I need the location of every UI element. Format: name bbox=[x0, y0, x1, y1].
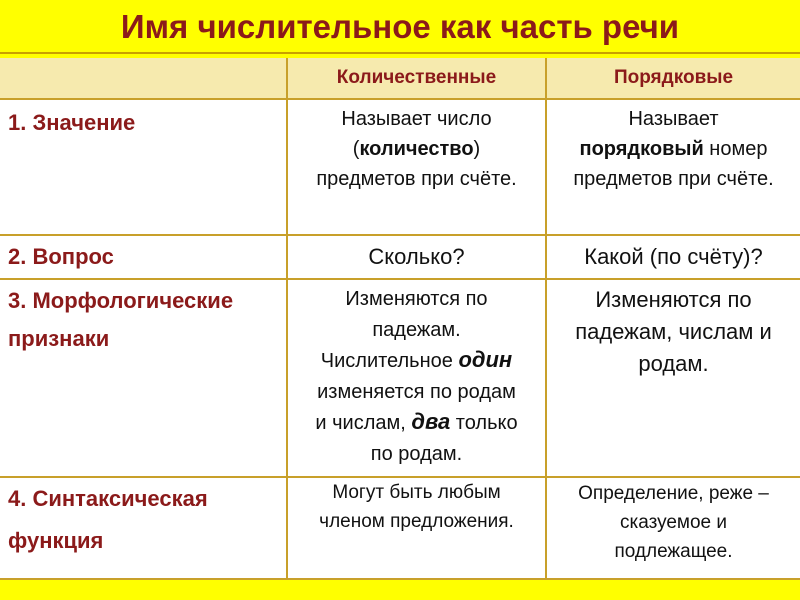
header-ordinal bbox=[547, 58, 800, 98]
bottom-strip bbox=[0, 580, 800, 600]
label-line: признаки bbox=[8, 326, 110, 351]
row-meaning-quantitative bbox=[288, 100, 545, 234]
row-syntax-ordinal bbox=[547, 478, 800, 578]
header-quantitative-label: Количественные bbox=[336, 67, 497, 88]
emphasis-word: один bbox=[458, 347, 513, 372]
row-morphology-ordinal bbox=[547, 280, 800, 476]
row-morphology-label bbox=[0, 280, 286, 476]
row-meaning-label bbox=[0, 100, 286, 234]
text-line: и числам, два только bbox=[315, 409, 518, 434]
row-morphology-quantitative bbox=[288, 280, 545, 476]
label-line: 4. Синтаксическая bbox=[8, 486, 208, 511]
row-question-label bbox=[0, 236, 286, 278]
text-line: порядковый номер bbox=[579, 138, 768, 160]
text-line: подлежащее. bbox=[614, 541, 733, 562]
text-line: членом предложения. bbox=[319, 511, 514, 532]
header-corner-cell bbox=[0, 58, 286, 98]
question-ordinal-text: Какой (по счёту)? bbox=[584, 244, 763, 269]
row-question-label-text: 2. Вопрос bbox=[8, 244, 114, 269]
bold-word: порядковый bbox=[579, 138, 704, 160]
text-line: Называет число bbox=[341, 108, 492, 130]
text-line: Изменяются по bbox=[595, 287, 752, 312]
page-title: Имя числительное как часть речи bbox=[120, 8, 680, 45]
text-line: (количество) bbox=[352, 138, 481, 160]
text-line: родам. bbox=[638, 351, 709, 376]
text-line: падежам. bbox=[372, 318, 461, 341]
text-line: Могут быть любым bbox=[332, 482, 501, 503]
text-line: Числительное один bbox=[320, 347, 513, 372]
header-quantitative bbox=[288, 58, 545, 98]
text-line: предметов при счёте. bbox=[573, 168, 774, 190]
comparison-table bbox=[0, 58, 800, 580]
emphasis-word: два bbox=[411, 409, 451, 434]
text-line: Называет bbox=[628, 108, 719, 130]
row-question-ordinal bbox=[547, 236, 800, 278]
label-line: функция bbox=[8, 528, 104, 553]
row-question-quantitative bbox=[288, 236, 545, 278]
label-line: 3. Морфологические bbox=[8, 288, 234, 313]
text-line: сказуемое и bbox=[619, 512, 728, 533]
question-quantitative-text: Сколько? bbox=[368, 244, 465, 269]
title-divider bbox=[0, 52, 800, 54]
text-line: предметов при счёте. bbox=[316, 168, 517, 190]
text-line: падежам, числам и bbox=[575, 319, 772, 344]
text-line: Изменяются по bbox=[345, 288, 488, 310]
text-line: по родам. bbox=[370, 442, 463, 465]
text-line: Определение, реже – bbox=[578, 483, 769, 504]
header-ordinal-label: Порядковые bbox=[613, 67, 734, 88]
bold-word: количество bbox=[359, 138, 474, 160]
row-meaning-ordinal bbox=[547, 100, 800, 234]
text-line: изменяется по родам bbox=[317, 380, 516, 403]
row-meaning-label-text: 1. Значение bbox=[8, 110, 136, 135]
row-syntax-quantitative bbox=[288, 478, 545, 578]
row-syntax-label bbox=[0, 478, 286, 578]
